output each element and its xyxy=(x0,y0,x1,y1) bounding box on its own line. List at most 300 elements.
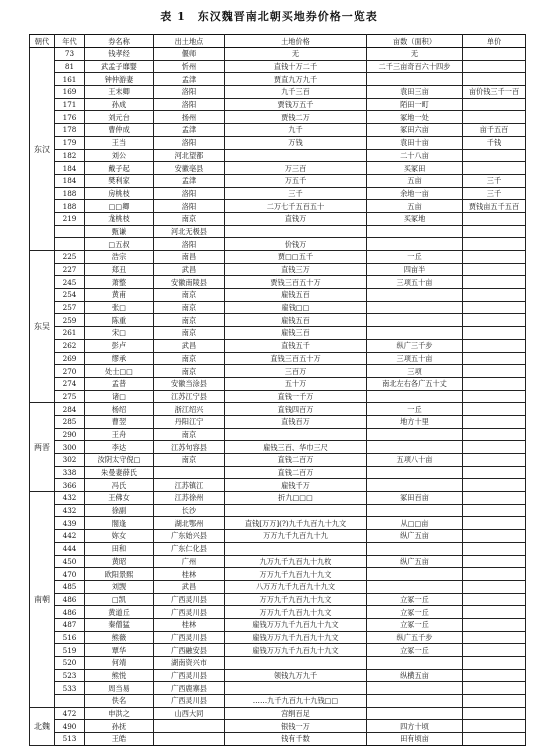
table-row xyxy=(30,174,526,187)
name-cell: 诸□ xyxy=(85,390,154,403)
table-row xyxy=(30,352,526,365)
unit-price-cell xyxy=(463,276,526,289)
table-row xyxy=(30,618,526,631)
unit-price-cell xyxy=(463,492,526,505)
price-cell: 直钱五千 xyxy=(225,339,367,352)
price-cell: 雇钱万万九千九百九十九文 xyxy=(225,618,367,631)
table-body xyxy=(30,48,526,746)
table-row xyxy=(30,377,526,390)
unit-price-cell xyxy=(463,162,526,175)
unit-price-cell xyxy=(463,327,526,340)
area-cell: 纵广五亩 xyxy=(367,530,463,543)
area-cell xyxy=(367,466,463,479)
unit-price-cell xyxy=(463,403,526,416)
name-cell: 尨桃枝 xyxy=(85,212,154,225)
price-cell: 直钱十万二千 xyxy=(225,60,367,73)
location-cell: 洛阳 xyxy=(154,238,225,251)
name-cell: 钟仲游妻 xyxy=(85,73,154,86)
unit-price-cell xyxy=(463,631,526,644)
table-row xyxy=(30,149,526,162)
price-cell: 雇钱三百、华巾三尺 xyxy=(225,441,367,454)
name-cell: □五叔 xyxy=(85,238,154,251)
area-cell: 买冢田 xyxy=(367,162,463,175)
area-cell: 立冢一丘 xyxy=(367,593,463,606)
name-cell: 刘元台 xyxy=(85,111,154,124)
year-cell: 182 xyxy=(55,149,85,162)
price-cell: 价钱万 xyxy=(225,238,367,251)
year-cell xyxy=(55,695,85,708)
unit-price-cell xyxy=(463,238,526,251)
table-row xyxy=(30,530,526,543)
name-cell: 房桃枝 xyxy=(85,187,154,200)
year-cell: 444 xyxy=(55,542,85,555)
area-cell: 余地一亩 xyxy=(367,187,463,200)
dynasty-cell: 南朝 xyxy=(30,492,55,708)
table-row xyxy=(30,390,526,403)
name-cell: 王末卿 xyxy=(85,86,154,99)
area-cell: 冢田百亩 xyxy=(367,492,463,505)
unit-price-cell xyxy=(463,428,526,441)
table-row xyxy=(30,276,526,289)
location-cell: 广州 xyxy=(154,555,225,568)
unit-price-cell xyxy=(463,707,526,720)
header-price: 土地价格 xyxy=(225,35,367,48)
unit-price-cell xyxy=(463,390,526,403)
price-cell xyxy=(225,657,367,670)
name-cell: 曹翌 xyxy=(85,415,154,428)
unit-price-cell xyxy=(463,73,526,86)
name-cell: 熊悦 xyxy=(85,669,154,682)
location-cell: 南京 xyxy=(154,365,225,378)
year-cell: 516 xyxy=(55,631,85,644)
location-cell: 江苏镇江 xyxy=(154,479,225,492)
location-cell xyxy=(154,466,225,479)
table-row xyxy=(30,98,526,111)
year-cell: 254 xyxy=(55,289,85,302)
year-cell: 161 xyxy=(55,73,85,86)
table-row xyxy=(30,695,526,708)
location-cell: 洛阳 xyxy=(154,187,225,200)
year-cell: 270 xyxy=(55,365,85,378)
price-cell: 万五千 xyxy=(225,174,367,187)
price-cell: 九万九千九百九十九枚 xyxy=(225,555,367,568)
name-cell: 周当易 xyxy=(85,682,154,695)
price-cell: 二万七千五百五十 xyxy=(225,200,367,213)
area-cell: 纵广五千步 xyxy=(367,631,463,644)
dynasty-cell: 东汉 xyxy=(30,48,55,251)
location-cell: 江苏句容县 xyxy=(154,441,225,454)
name-cell: 萧整 xyxy=(85,276,154,289)
area-cell: 纵横五亩 xyxy=(367,669,463,682)
name-cell: 黄甫 xyxy=(85,289,154,302)
location-cell: 南京 xyxy=(154,212,225,225)
name-cell: 王皓 xyxy=(85,733,154,746)
location-cell xyxy=(154,720,225,733)
location-cell: 浙江绍兴 xyxy=(154,403,225,416)
table-row xyxy=(30,162,526,175)
name-cell: 甄谦 xyxy=(85,225,154,238)
header-dynasty: 朝代 xyxy=(30,35,55,48)
area-cell: 二十八亩 xyxy=(367,149,463,162)
name-cell: 佚名 xyxy=(85,695,154,708)
name-cell: 浩宗 xyxy=(85,251,154,264)
table-row xyxy=(30,682,526,695)
year-cell: 520 xyxy=(55,657,85,670)
year-cell: 73 xyxy=(55,48,85,61)
unit-price-cell xyxy=(463,365,526,378)
location-cell: 湖北鄂州 xyxy=(154,517,225,530)
name-cell: 孟普 xyxy=(85,377,154,390)
name-cell: 武孟子靡婴 xyxy=(85,60,154,73)
table-row xyxy=(30,631,526,644)
unit-price-cell: 三千 xyxy=(463,174,526,187)
price-cell: 折九□□□ xyxy=(225,492,367,505)
area-cell xyxy=(367,542,463,555)
location-cell: 江苏江宁县 xyxy=(154,390,225,403)
area-cell: 五亩 xyxy=(367,200,463,213)
year-cell: 81 xyxy=(55,60,85,73)
name-cell: 钱孝经 xyxy=(85,48,154,61)
price-cell xyxy=(225,149,367,162)
table-row xyxy=(30,454,526,467)
price-cell: 三千 xyxy=(225,187,367,200)
table-row xyxy=(30,720,526,733)
name-cell: 冯氏 xyxy=(85,479,154,492)
unit-price-cell: 三千 xyxy=(463,187,526,200)
price-cell: 五十万 xyxy=(225,377,367,390)
year-cell: 442 xyxy=(55,530,85,543)
price-cell: 贾钱三百五十万 xyxy=(225,276,367,289)
area-cell xyxy=(367,580,463,593)
price-cell: 八万万九千九百九十九文 xyxy=(225,580,367,593)
year-cell: 284 xyxy=(55,403,85,416)
year-cell: 338 xyxy=(55,466,85,479)
table-row xyxy=(30,73,526,86)
unit-price-cell xyxy=(463,454,526,467)
area-cell xyxy=(367,225,463,238)
name-cell: □□卿 xyxy=(85,200,154,213)
year-cell: 432 xyxy=(55,492,85,505)
area-cell: 立冢一丘 xyxy=(367,606,463,619)
name-cell: 刘公 xyxy=(85,149,154,162)
year-cell: 285 xyxy=(55,415,85,428)
area-cell xyxy=(367,73,463,86)
area-cell xyxy=(367,695,463,708)
year-cell: 169 xyxy=(55,86,85,99)
year-cell: 486 xyxy=(55,593,85,606)
price-cell: 雇钱万万九千九百九十九文 xyxy=(225,644,367,657)
area-cell: 地方十里 xyxy=(367,415,463,428)
year-cell: 519 xyxy=(55,644,85,657)
area-cell: 无 xyxy=(367,48,463,61)
unit-price-cell xyxy=(463,580,526,593)
year-cell xyxy=(55,238,85,251)
price-cell: 万万九千九百九十九文 xyxy=(225,593,367,606)
price-cell: 直钱百万 xyxy=(225,415,367,428)
year-cell xyxy=(55,225,85,238)
name-cell: 陈重 xyxy=(85,314,154,327)
unit-price-cell xyxy=(463,542,526,555)
table-row xyxy=(30,733,526,746)
table-row xyxy=(30,606,526,619)
unit-price-cell xyxy=(463,339,526,352)
name-cell: 申洪之 xyxy=(85,707,154,720)
table-row xyxy=(30,657,526,670)
table-row xyxy=(30,263,526,276)
header-row xyxy=(30,35,526,48)
area-cell: 四方十顷 xyxy=(367,720,463,733)
table-row xyxy=(30,238,526,251)
name-cell: 樊利家 xyxy=(85,174,154,187)
unit-price-cell xyxy=(463,352,526,365)
price-cell: 直钱四百万 xyxy=(225,403,367,416)
price-cell: 直钱三万 xyxy=(225,263,367,276)
year-cell: 533 xyxy=(55,682,85,695)
year-cell: 275 xyxy=(55,390,85,403)
dynasty-cell: 两晋 xyxy=(30,403,55,492)
location-cell: 洛阳 xyxy=(154,200,225,213)
year-cell: 485 xyxy=(55,580,85,593)
area-cell xyxy=(367,479,463,492)
table-row xyxy=(30,225,526,238)
year-cell: 490 xyxy=(55,720,85,733)
unit-price-cell xyxy=(463,695,526,708)
table-row xyxy=(30,339,526,352)
table-row xyxy=(30,86,526,99)
name-cell: 李达 xyxy=(85,441,154,454)
table-row xyxy=(30,542,526,555)
table-row xyxy=(30,555,526,568)
name-cell: 王当 xyxy=(85,136,154,149)
area-cell: 从□□亩 xyxy=(367,517,463,530)
area-cell xyxy=(367,428,463,441)
year-cell: 487 xyxy=(55,618,85,631)
location-cell: 广西灵川县 xyxy=(154,631,225,644)
location-cell: 南京 xyxy=(154,314,225,327)
year-cell: 188 xyxy=(55,200,85,213)
price-cell: 雇钱五百 xyxy=(225,289,367,302)
table-row xyxy=(30,707,526,720)
name-cell: □凯 xyxy=(85,593,154,606)
location-cell: 广东始兴县 xyxy=(154,530,225,543)
name-cell: 汝阴太守倪□ xyxy=(85,454,154,467)
location-cell: 洛阳 xyxy=(154,136,225,149)
location-cell: 忻州 xyxy=(154,60,225,73)
name-cell: 何靖 xyxy=(85,657,154,670)
location-cell: 南京 xyxy=(154,352,225,365)
price-cell: 雇钱千万 xyxy=(225,479,367,492)
price-cell: 三百万 xyxy=(225,365,367,378)
price-cell xyxy=(225,542,367,555)
location-cell: 孟津 xyxy=(154,124,225,137)
area-cell xyxy=(367,682,463,695)
unit-price-cell: 千钱 xyxy=(463,136,526,149)
price-cell: 雇钱万万九千九百九十九文 xyxy=(225,631,367,644)
location-cell: 桂林 xyxy=(154,618,225,631)
location-cell: 广西灵川县 xyxy=(154,695,225,708)
price-cell: 雇钱五百 xyxy=(225,314,367,327)
table-row xyxy=(30,568,526,581)
unit-price-cell xyxy=(463,60,526,73)
year-cell: 184 xyxy=(55,162,85,175)
area-cell xyxy=(367,301,463,314)
unit-price-cell xyxy=(463,251,526,264)
name-cell: 孙成 xyxy=(85,98,154,111)
table-row xyxy=(30,644,526,657)
year-cell: 261 xyxy=(55,327,85,340)
year-cell: 450 xyxy=(55,555,85,568)
area-cell: 一丘 xyxy=(367,251,463,264)
name-cell: 缪承 xyxy=(85,352,154,365)
unit-price-cell: 亩千五百 xyxy=(463,124,526,137)
area-cell: 二千三亩奇百六十四步 xyxy=(367,60,463,73)
price-cell: 钱有千数 xyxy=(225,733,367,746)
year-cell: 262 xyxy=(55,339,85,352)
area-cell: 纵广五亩 xyxy=(367,555,463,568)
area-cell: 三项五十亩 xyxy=(367,352,463,365)
table-row xyxy=(30,403,526,416)
unit-price-cell xyxy=(463,479,526,492)
location-cell: 武昌 xyxy=(154,263,225,276)
area-cell: 陌田一町 xyxy=(367,98,463,111)
location-cell: 扬州 xyxy=(154,111,225,124)
price-cell xyxy=(225,225,367,238)
name-cell: 黄昭 xyxy=(85,555,154,568)
unit-price-cell xyxy=(463,733,526,746)
price-cell: 九千三百 xyxy=(225,86,367,99)
table-row xyxy=(30,314,526,327)
header-location: 出土地点 xyxy=(154,35,225,48)
table-row xyxy=(30,60,526,73)
name-cell: 刘觊 xyxy=(85,580,154,593)
area-cell xyxy=(367,314,463,327)
land-price-table xyxy=(29,34,526,746)
area-cell: 立冢一丘 xyxy=(367,618,463,631)
year-cell: 178 xyxy=(55,124,85,137)
price-cell: 银钱一万 xyxy=(225,720,367,733)
unit-price-cell xyxy=(463,98,526,111)
area-cell xyxy=(367,657,463,670)
unit-price-cell xyxy=(463,289,526,302)
location-cell: 武昌 xyxy=(154,339,225,352)
name-cell: 黄道丘 xyxy=(85,606,154,619)
table-row xyxy=(30,492,526,505)
header-name: 券名称 xyxy=(85,35,154,48)
table-row xyxy=(30,48,526,61)
unit-price-cell xyxy=(463,111,526,124)
unit-price-cell xyxy=(463,415,526,428)
location-cell: 南京 xyxy=(154,289,225,302)
name-cell: 处士□□ xyxy=(85,365,154,378)
year-cell: 300 xyxy=(55,441,85,454)
area-cell: 田有顷亩 xyxy=(367,733,463,746)
location-cell: 广西灵川县 xyxy=(154,669,225,682)
name-cell: 彭卢 xyxy=(85,339,154,352)
name-cell: 閤逢 xyxy=(85,517,154,530)
location-cell: 山西大同 xyxy=(154,707,225,720)
table-row xyxy=(30,669,526,682)
year-cell: 188 xyxy=(55,187,85,200)
area-cell: 五项八十亩 xyxy=(367,454,463,467)
price-cell: 直钱二百万 xyxy=(225,466,367,479)
header-area: 亩数（面积） xyxy=(367,35,463,48)
name-cell: 徐副 xyxy=(85,504,154,517)
location-cell: 广西灵川县 xyxy=(154,606,225,619)
area-cell: 纵广三千步 xyxy=(367,339,463,352)
year-cell: 274 xyxy=(55,377,85,390)
year-cell: 486 xyxy=(55,606,85,619)
area-cell xyxy=(367,390,463,403)
year-cell: 176 xyxy=(55,111,85,124)
price-cell: 万三百 xyxy=(225,162,367,175)
price-cell: 万万九千九百九十九文 xyxy=(225,568,367,581)
price-cell: 万万九千九百九十九 xyxy=(225,530,367,543)
name-cell: 王舟 xyxy=(85,428,154,441)
location-cell: 河北望都 xyxy=(154,149,225,162)
price-cell: 宫绢百足 xyxy=(225,707,367,720)
location-cell: 洛阳 xyxy=(154,98,225,111)
price-cell: 无 xyxy=(225,48,367,61)
name-cell: 熊薇 xyxy=(85,631,154,644)
price-cell: 直钱一千万 xyxy=(225,390,367,403)
location-cell: 孟津 xyxy=(154,174,225,187)
location-cell: 安徽当涂县 xyxy=(154,377,225,390)
name-cell: 田和 xyxy=(85,542,154,555)
year-cell: 179 xyxy=(55,136,85,149)
price-cell: 贾钱二万 xyxy=(225,111,367,124)
area-cell: 一丘 xyxy=(367,403,463,416)
year-cell: 171 xyxy=(55,98,85,111)
name-cell: 宋□ xyxy=(85,327,154,340)
location-cell: 南京 xyxy=(154,301,225,314)
year-cell: 257 xyxy=(55,301,85,314)
table-row xyxy=(30,212,526,225)
unit-price-cell xyxy=(463,466,526,479)
location-cell: 广西灵川县 xyxy=(154,593,225,606)
unit-price-cell xyxy=(463,517,526,530)
location-cell: 武昌 xyxy=(154,580,225,593)
area-cell xyxy=(367,327,463,340)
area-cell: 五亩 xyxy=(367,174,463,187)
name-cell: 郑丑 xyxy=(85,263,154,276)
header-year: 年代 xyxy=(55,35,85,48)
unit-price-cell xyxy=(463,314,526,327)
year-cell: 225 xyxy=(55,251,85,264)
unit-price-cell xyxy=(463,669,526,682)
table-row xyxy=(30,580,526,593)
year-cell: 259 xyxy=(55,314,85,327)
area-cell xyxy=(367,707,463,720)
year-cell: 219 xyxy=(55,212,85,225)
location-cell: 长沙 xyxy=(154,504,225,517)
price-cell: 贾□□五千 xyxy=(225,251,367,264)
location-cell: 安徽亳县 xyxy=(154,162,225,175)
unit-price-cell xyxy=(463,301,526,314)
year-cell: 184 xyxy=(55,174,85,187)
location-cell: 丹阳江宁 xyxy=(154,415,225,428)
table-row xyxy=(30,327,526,340)
location-cell: 湖南资兴市 xyxy=(154,657,225,670)
unit-price-cell xyxy=(463,530,526,543)
unit-price-cell xyxy=(463,225,526,238)
price-cell: 雇钱三百 xyxy=(225,327,367,340)
price-cell xyxy=(225,504,367,517)
location-cell: 广东仁化县 xyxy=(154,542,225,555)
unit-price-cell xyxy=(463,48,526,61)
area-cell: 袁田十亩 xyxy=(367,136,463,149)
price-cell: 直钱万 xyxy=(225,212,367,225)
price-cell xyxy=(225,682,367,695)
